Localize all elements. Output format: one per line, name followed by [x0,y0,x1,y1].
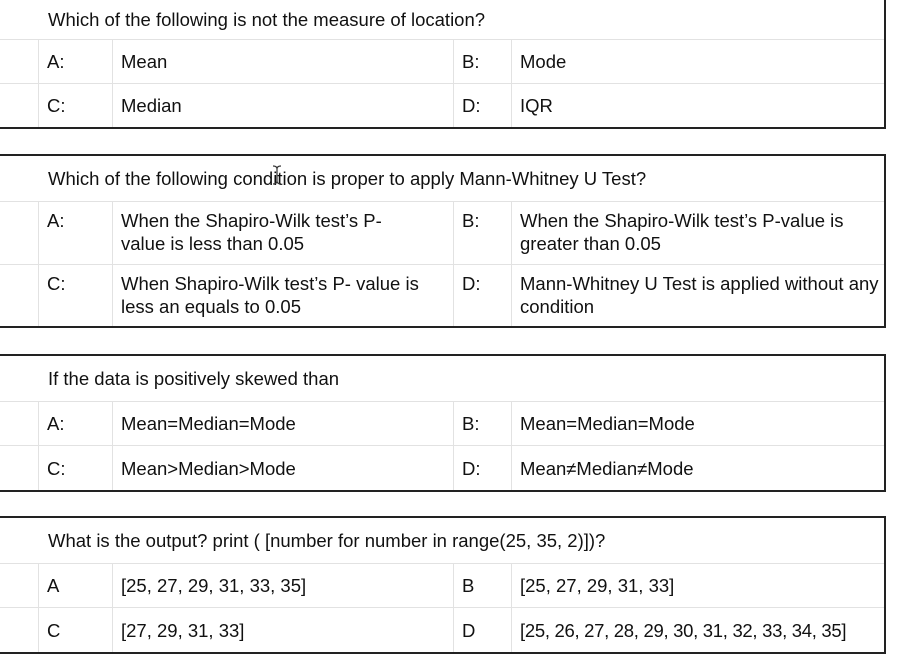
option-text-c[interactable]: [27, 29, 31, 33] [113,608,454,652]
option-row [0,83,884,127]
question-row [0,356,884,401]
question-text: What is the output? print ( [number for number in range(25, 35, 2)])? [48,530,606,551]
option-label-b: B: [454,202,512,264]
option-text-c[interactable]: Mean>Median>Mode [113,446,454,490]
option-row [0,445,884,490]
option-text-d[interactable]: IQR [520,95,553,116]
option-text-d[interactable]: [25, 26, 27, 28, 29, 30, 31, 32, 33, 34, 35] [520,619,847,641]
option-label-b: B: [454,40,512,83]
option-text-b[interactable]: When the Shapiro-Wilk test’s P-value is greater than 0.05 [520,210,844,254]
option-label-a: A: [39,202,113,264]
option-label-d: D: [454,446,512,490]
option-label-d: D: [454,84,512,127]
option-text-a[interactable]: [25, 27, 29, 31, 33, 35] [113,564,454,607]
option-text-c[interactable]: Median [113,84,454,127]
question-table-2 [0,154,886,328]
option-text-b[interactable]: Mean=Median=Mode [520,413,695,434]
option-label-b: B: [454,402,512,445]
question-text: Which of the following condition is proper to apply Mann-Whitney U Test? [48,168,647,189]
option-label-d: D: [454,265,512,326]
option-row [0,39,884,83]
option-label-a: A [39,564,113,607]
text-cursor-icon [272,165,282,185]
option-text-a[interactable]: Mean=Median=Mode [113,402,454,445]
question-table-1 [0,0,886,129]
question-table-3 [0,354,886,492]
option-text-a[interactable]: When the Shapiro-Wilk test’s P-value is less than 0.05 [113,202,454,264]
option-label-c: C: [39,446,113,490]
question-text: If the data is positively skewed than [48,368,340,389]
option-row [0,563,884,607]
question-row [0,518,884,563]
option-label-b: B [454,564,512,607]
question-table-4 [0,516,886,654]
option-label-a: A: [39,402,113,445]
option-text-b[interactable]: Mode [520,51,567,72]
option-text-d[interactable]: Mann-Whitney U Test is applied without any condition [520,273,879,317]
question-row [0,0,884,39]
option-text-d[interactable]: Mean≠Median≠Mode [520,457,694,479]
option-label-c: C [39,608,113,652]
option-text-c[interactable]: When Shapiro-Wilk test’s P- value is less an equals to 0.05 [113,265,454,326]
option-label-d: D [454,608,512,652]
option-text-a[interactable]: Mean [113,40,454,83]
question-text: Which of the following is not the measure of location? [48,9,486,30]
option-label-a: A: [39,40,113,83]
question-row [0,156,884,201]
option-text-b[interactable]: [25, 27, 29, 31, 33] [520,575,675,596]
option-label-c: C: [39,265,113,326]
option-label-c: C: [39,84,113,127]
option-row [0,264,884,326]
option-row [0,607,884,652]
option-row [0,201,884,264]
option-row [0,401,884,445]
